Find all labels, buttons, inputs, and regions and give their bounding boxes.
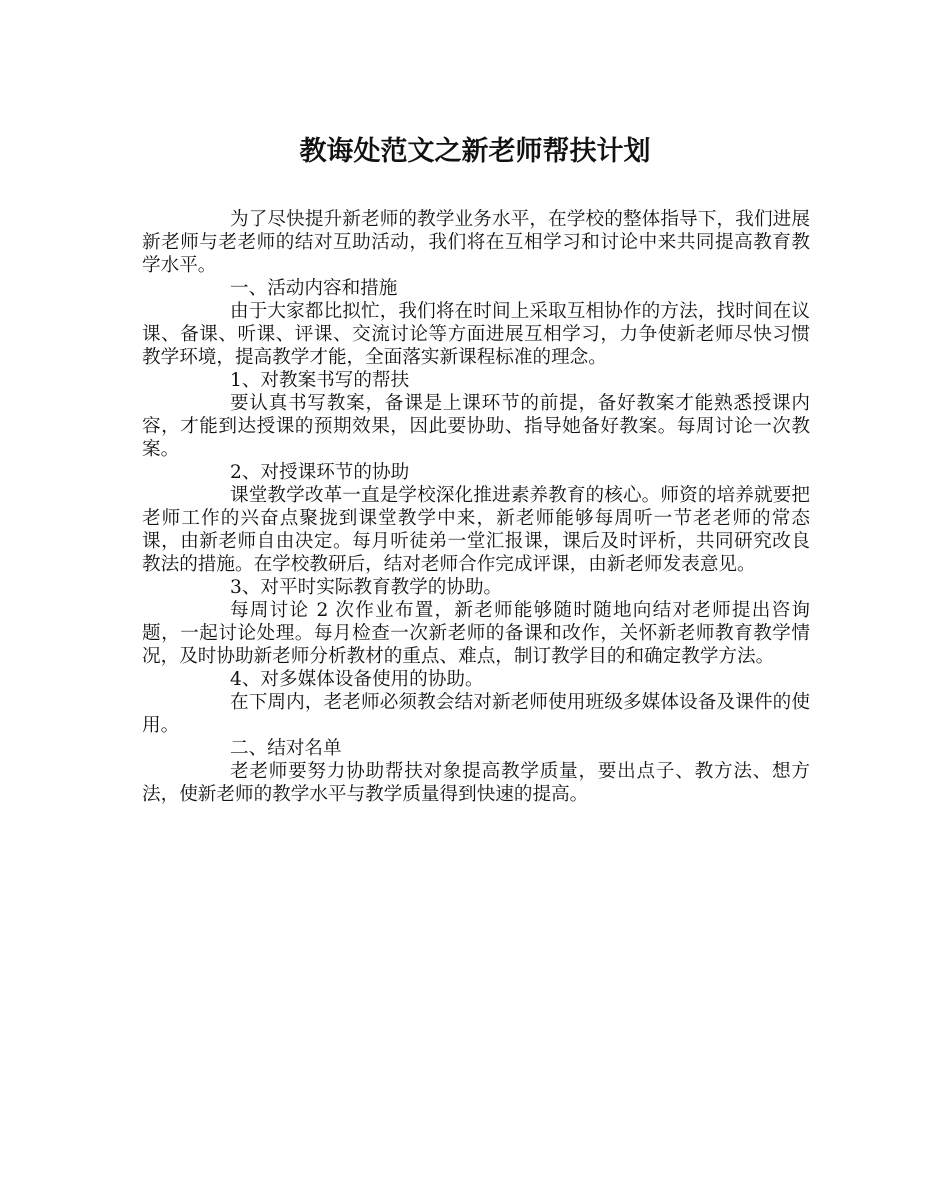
subheading-daily-practice: 3、对平时实际教育教学的协助。 <box>230 577 503 598</box>
daily-practice-paragraph: 每周讨论 2 次作业布置，新老师能够随时随地向结对老师提出咨询题，一起讨论处理。每月检查一次新老师的备课和改作，关怀新老师教育教学情况，及时协助新老师分析教材的重点、难点，制订教学目的和确定教学方法。 <box>142 600 810 667</box>
subheading-multimedia: 4、对多媒体设备使用的协助。 <box>230 669 484 690</box>
multimedia-paragraph: 在下周内，老老师必须教会结对新老师使用班级多媒体设备及课件的使用。 <box>142 692 810 736</box>
section-heading-pairing-list: 二、结对名单 <box>230 738 342 759</box>
document-body <box>142 208 810 806</box>
activities-paragraph: 由于大家都比拟忙，我们将在时间上采取互相协作的方法，找时间在议课、备课、听课、评课、交流讨论等方面进展互相学习，力争使新老师尽快习惯教学环境，提高教学才能，全面落实新课程标准的理念。 <box>142 301 810 368</box>
document-title: 教诲处范文之新老师帮扶计划 <box>299 136 651 167</box>
intro-paragraph: 为了尽快提升新老师的教学业务水平，在学校的整体指导下，我们进展新老师与老老师的结对互助活动，我们将在互相学习和讨论中来共同提高教育教学水平。 <box>142 209 810 276</box>
teaching-paragraph: 课堂教学改革一直是学校深化推进素养教育的核心。师资的培养就要把老师工作的兴奋点聚拢到课堂教学中来，新老师能够每周听一节老老师的常态课，由新老师自由决定。每月听徒弟一堂汇报课，课后及时评析，共同研究改良教法的措施。在学校教研后，结对老师合作完成评课，由新老师发表意见。 <box>142 485 810 575</box>
pairing-paragraph: 老老师要努力协助帮扶对象提高教学质量，要出点子、教方法、想方法，使新老师的教学水平与教学质量得到快速的提高。 <box>142 761 810 805</box>
subheading-teaching: 2、对授课环节的协助 <box>230 462 410 483</box>
lesson-plan-paragraph: 要认真书写教案，备课是上课环节的前提，备好教案才能熟悉授课内容，才能到达授课的预期效果，因此要协助、指导她备好教案。每周讨论一次教案。 <box>142 393 810 460</box>
section-heading-activities: 一、活动内容和措施 <box>230 278 398 299</box>
subheading-lesson-plan: 1、对教案书写的帮扶 <box>230 370 410 391</box>
